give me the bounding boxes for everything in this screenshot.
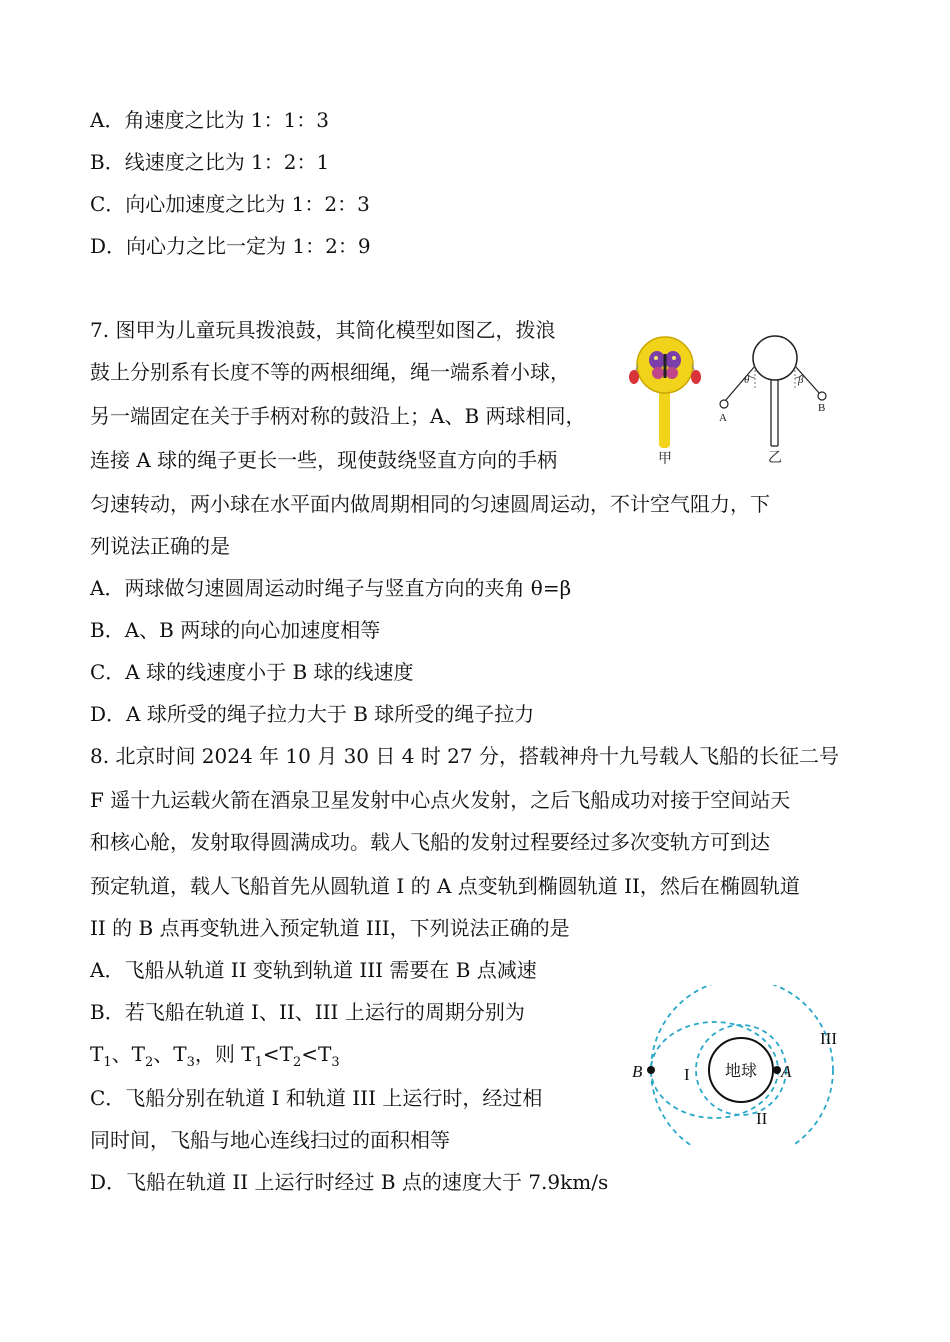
point-a — [773, 1066, 781, 1074]
orbit-ii-label: II — [756, 1109, 768, 1128]
q7-option-c: C．A 球的线速度小于 B 球的线速度 — [90, 660, 414, 684]
q8-stem-line-1: 8. 北京时间 2024 年 10 月 30 日 4 时 27 分，搭载神舟十九号载人飞船的长征二号 — [90, 744, 839, 768]
q8-option-b-line-1: B．若飞船在轨道 I、II、III 上运行的周期分别为 — [90, 1000, 525, 1024]
butterfly-icon — [649, 351, 681, 379]
q7-figure-yi — [705, 328, 840, 473]
q6-option-a: A．角速度之比为 1：1：3 — [90, 108, 329, 132]
q7-stem-line-3: 另一端固定在关于手柄对称的鼓沿上；A、B 两球相同， — [90, 404, 586, 428]
q7-option-b: B．A、B 两球的向心加速度相等 — [90, 618, 381, 642]
orbit-i-label: I — [684, 1065, 690, 1084]
drum-bead-left — [629, 370, 639, 384]
ball-b-label: B — [818, 402, 826, 414]
q7-option-d: D．A 球所受的绳子拉力大于 B 球所受的绳子拉力 — [90, 702, 535, 726]
point-a-label: A — [781, 1062, 792, 1081]
q7-stem-line-2: 鼓上分别系有长度不等的两根细绳，绳一端系着小球， — [90, 360, 570, 384]
q7-figure-jia — [625, 330, 705, 470]
drum-circle — [753, 336, 797, 380]
q6-option-b: B．线速度之比为 1：2：1 — [90, 150, 330, 174]
q8-orbit-figure — [620, 985, 860, 1145]
q6-option-d: D．向心力之比一定为 1：2：9 — [90, 234, 371, 258]
q8-option-a: A．飞船从轨道 II 变轨到轨道 III 需要在 B 点减速 — [90, 958, 537, 982]
q8-option-c-line-2: 同时间，飞船与地心连线扫过的面积相等 — [90, 1128, 450, 1152]
q7-stem-line-4: 连接 A 球的绳子更长一些，现使鼓绕竖直方向的手柄 — [90, 448, 558, 472]
earth-label: 地球 — [724, 1063, 758, 1080]
q7-stem-line-5: 匀速转动，两小球在水平面内做周期相同的匀速圆周运动，不计空气阻力，下 — [90, 492, 770, 516]
q7-option-a: A．两球做匀速圆周运动时绳子与竖直方向的夹角 θ=β — [90, 576, 572, 600]
point-b-label: B — [632, 1062, 643, 1081]
drum-bead-right — [691, 370, 701, 384]
q8-option-b-line-2: $T_1$、$T_2$、$T_3$，则 $T_1<T_2<T_3$ — [90, 1042, 340, 1070]
q8-option-d: D．飞船在轨道 II 上运行时经过 B 点的速度大于 7.9km/s — [90, 1170, 609, 1194]
q7-stem-line-1: 7. 图甲为儿童玩具拨浪鼓，其简化模型如图乙，拨浪 — [90, 318, 556, 342]
ball-a — [720, 400, 728, 408]
figure-yi-label: 乙 — [768, 451, 782, 466]
q8-stem-line-2: F 遥十九运载火箭在酒泉卫星发射中心点火发射，之后飞船成功对接于空间站天 — [90, 788, 791, 812]
ball-a-label: A — [719, 412, 727, 424]
q8-option-c-line-1: C．飞船分别在轨道 I 和轨道 III 上运行时，经过相 — [90, 1086, 543, 1110]
q8-stem-line-4: 预定轨道，载人飞船首先从圆轨道 I 的 A 点变轨到椭圆轨道 II，然后在椭圆轨道 — [90, 874, 800, 898]
beta-label: β — [798, 374, 804, 386]
q6-option-c: C．向心加速度之比为 1：2：3 — [90, 192, 370, 216]
q7-stem-line-6: 列说法正确的是 — [90, 534, 230, 558]
q8-stem-line-3: 和核心舱，发射取得圆满成功。载人飞船的发射过程要经过多次变轨方可到达 — [90, 830, 770, 854]
point-b — [647, 1066, 655, 1074]
string-a — [725, 366, 755, 401]
theta-label: θ — [744, 374, 750, 386]
orbit-iii-label: III — [820, 1029, 837, 1048]
drum-handle — [659, 388, 670, 448]
figure-jia-label: 甲 — [658, 452, 672, 467]
q8-stem-line-5: II 的 B 点再变轨进入预定轨道 III，下列说法正确的是 — [90, 916, 570, 940]
ball-b — [818, 392, 826, 400]
